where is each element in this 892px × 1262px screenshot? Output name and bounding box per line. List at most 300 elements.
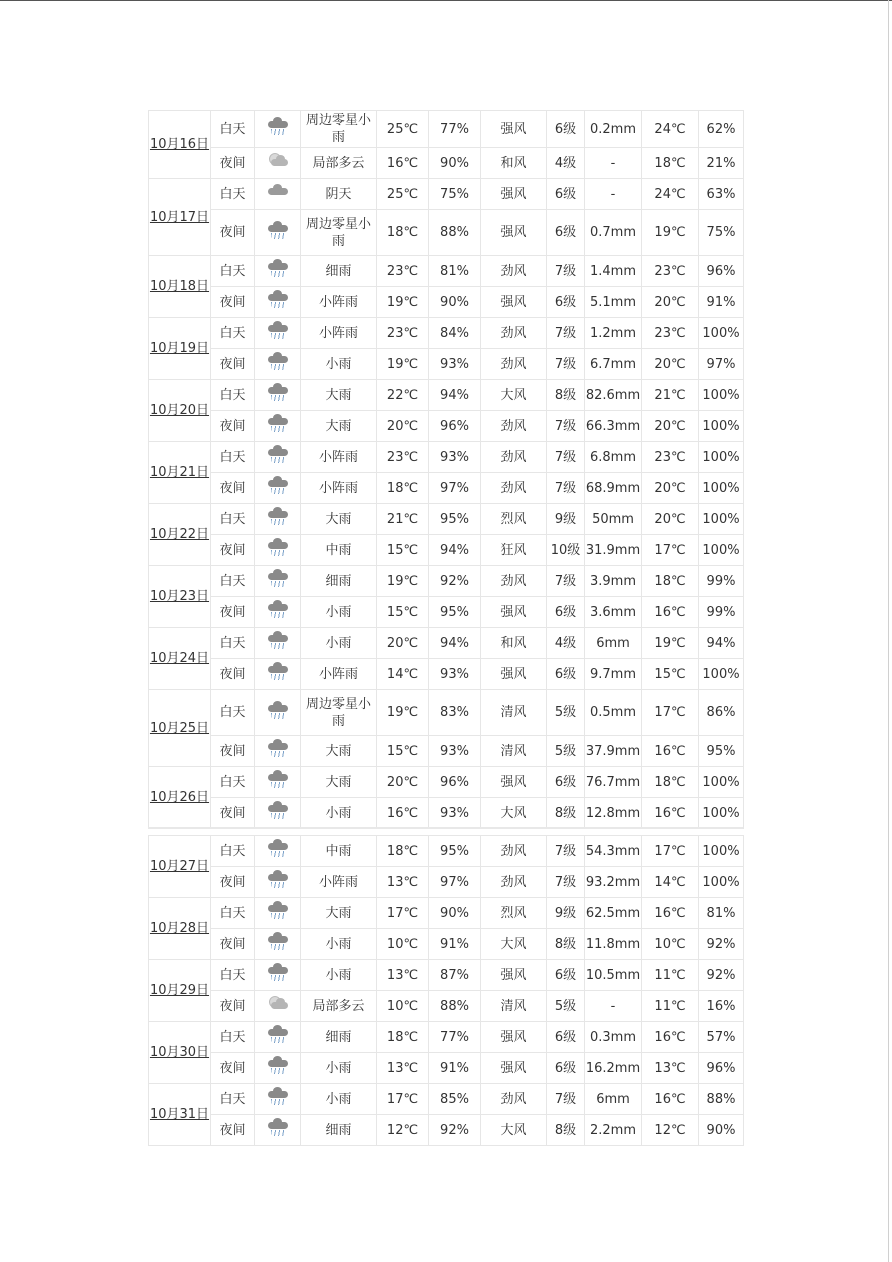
feels-like-cell: 17℃ — [642, 535, 699, 566]
wind-cell: 和风 — [481, 148, 547, 179]
temperature-cell: 18℃ — [377, 210, 429, 256]
humidity-cell: 90% — [429, 287, 481, 318]
weather-cell: 局部多云 — [301, 148, 377, 179]
wind-cell: 强风 — [481, 1053, 547, 1084]
period-cell: 夜间 — [211, 659, 255, 690]
wind-level-cell: 6级 — [547, 111, 585, 148]
temperature-cell: 22℃ — [377, 380, 429, 411]
rain-icon — [265, 702, 291, 720]
humidity-cell: 91% — [429, 1053, 481, 1084]
humidity-cell: 81% — [429, 256, 481, 287]
feels-like-cell: 20℃ — [642, 473, 699, 504]
feels-like-cell: 20℃ — [642, 504, 699, 535]
wind-level-cell: 6级 — [547, 597, 585, 628]
table-row — [149, 736, 744, 767]
wind-level-cell: 5级 — [547, 690, 585, 736]
period-cell: 夜间 — [211, 148, 255, 179]
weather-icon-cell — [255, 287, 301, 318]
precipitation-cell: 10.5mm — [585, 960, 642, 991]
weather-icon-cell — [255, 867, 301, 898]
weather-cell: 细雨 — [301, 1022, 377, 1053]
precipitation-cell: 12.8mm — [585, 798, 642, 829]
probability-cell: 100% — [699, 836, 744, 867]
rain-icon — [265, 632, 291, 650]
page-right-border — [888, 0, 889, 1262]
humidity-cell: 94% — [429, 628, 481, 659]
rain-icon — [265, 902, 291, 920]
probability-cell: 97% — [699, 349, 744, 380]
period-cell: 夜间 — [211, 929, 255, 960]
wind-cell: 强风 — [481, 287, 547, 318]
period-cell: 白天 — [211, 504, 255, 535]
humidity-cell: 93% — [429, 659, 481, 690]
wind-cell: 劲风 — [481, 836, 547, 867]
table-row — [149, 566, 744, 597]
weather-cell: 小雨 — [301, 1053, 377, 1084]
weather-icon-cell — [255, 597, 301, 628]
probability-cell: 91% — [699, 287, 744, 318]
rain-icon — [265, 601, 291, 619]
wind-cell: 清风 — [481, 991, 547, 1022]
date-cell: 10月28日 — [149, 898, 211, 960]
humidity-cell: 93% — [429, 798, 481, 829]
wind-level-cell: 7级 — [547, 349, 585, 380]
table-row — [149, 798, 744, 829]
feels-like-cell: 20℃ — [642, 287, 699, 318]
wind-cell: 劲风 — [481, 318, 547, 349]
temperature-cell: 10℃ — [377, 929, 429, 960]
humidity-cell: 93% — [429, 736, 481, 767]
wind-cell: 清风 — [481, 736, 547, 767]
precipitation-cell: 0.5mm — [585, 690, 642, 736]
wind-cell: 劲风 — [481, 442, 547, 473]
period-cell: 白天 — [211, 960, 255, 991]
date-cell: 10月18日 — [149, 256, 211, 318]
humidity-cell: 95% — [429, 504, 481, 535]
probability-cell: 99% — [699, 597, 744, 628]
table-row — [149, 287, 744, 318]
table-page-break — [148, 827, 743, 829]
date-cell: 10月21日 — [149, 442, 211, 504]
wind-cell: 和风 — [481, 628, 547, 659]
period-cell: 白天 — [211, 318, 255, 349]
table-row — [149, 960, 744, 991]
wind-level-cell: 8级 — [547, 1115, 585, 1146]
humidity-cell: 88% — [429, 210, 481, 256]
humidity-cell: 83% — [429, 690, 481, 736]
rain-icon — [265, 477, 291, 495]
probability-cell: 100% — [699, 380, 744, 411]
wind-level-cell: 4级 — [547, 148, 585, 179]
weather-cell: 周边零星小雨 — [301, 210, 377, 256]
humidity-cell: 93% — [429, 442, 481, 473]
weather-icon-cell — [255, 179, 301, 210]
wind-cell: 劲风 — [481, 867, 547, 898]
rain-icon — [265, 508, 291, 526]
weather-cell: 小雨 — [301, 929, 377, 960]
weather-cell: 周边零星小雨 — [301, 690, 377, 736]
period-cell: 白天 — [211, 690, 255, 736]
weather-cell: 大雨 — [301, 898, 377, 929]
feels-like-cell: 16℃ — [642, 1084, 699, 1115]
wind-level-cell: 9级 — [547, 898, 585, 929]
precipitation-cell: 1.4mm — [585, 256, 642, 287]
temperature-cell: 19℃ — [377, 690, 429, 736]
rain-icon — [265, 840, 291, 858]
wind-level-cell: 7级 — [547, 318, 585, 349]
weather-cell: 小雨 — [301, 597, 377, 628]
table-row — [149, 767, 744, 798]
weather-cell: 中雨 — [301, 535, 377, 566]
temperature-cell: 14℃ — [377, 659, 429, 690]
period-cell: 白天 — [211, 628, 255, 659]
precipitation-cell: 5.1mm — [585, 287, 642, 318]
feels-like-cell: 16℃ — [642, 798, 699, 829]
humidity-cell: 77% — [429, 111, 481, 148]
humidity-cell: 88% — [429, 991, 481, 1022]
precipitation-cell: 93.2mm — [585, 867, 642, 898]
date-cell: 10月30日 — [149, 1022, 211, 1084]
wind-cell: 劲风 — [481, 566, 547, 597]
weather-cell: 大雨 — [301, 504, 377, 535]
wind-cell: 强风 — [481, 111, 547, 148]
weather-icon-cell — [255, 1053, 301, 1084]
period-cell: 白天 — [211, 380, 255, 411]
wind-level-cell: 6级 — [547, 1053, 585, 1084]
wind-level-cell: 5级 — [547, 736, 585, 767]
period-cell: 夜间 — [211, 867, 255, 898]
humidity-cell: 75% — [429, 179, 481, 210]
wind-level-cell: 7级 — [547, 473, 585, 504]
humidity-cell: 95% — [429, 836, 481, 867]
precipitation-cell: 3.9mm — [585, 566, 642, 597]
temperature-cell: 19℃ — [377, 349, 429, 380]
date-cell: 10月25日 — [149, 690, 211, 767]
temperature-cell: 19℃ — [377, 566, 429, 597]
page-top-border — [0, 0, 892, 1]
weather-cell: 阴天 — [301, 179, 377, 210]
feels-like-cell: 16℃ — [642, 898, 699, 929]
probability-cell: 100% — [699, 318, 744, 349]
weather-icon-cell — [255, 898, 301, 929]
temperature-cell: 20℃ — [377, 411, 429, 442]
wind-level-cell: 4级 — [547, 628, 585, 659]
table-row — [149, 991, 744, 1022]
wind-cell: 大风 — [481, 1115, 547, 1146]
table-row — [149, 929, 744, 960]
wind-level-cell: 6级 — [547, 960, 585, 991]
table-row — [149, 836, 744, 867]
wind-cell: 劲风 — [481, 1084, 547, 1115]
temperature-cell: 17℃ — [377, 1084, 429, 1115]
partly-cloudy-icon — [265, 152, 291, 170]
wind-level-cell: 9级 — [547, 504, 585, 535]
table-row — [149, 504, 744, 535]
period-cell: 白天 — [211, 111, 255, 148]
weather-cell: 周边零星小雨 — [301, 111, 377, 148]
wind-level-cell: 6级 — [547, 1022, 585, 1053]
wind-cell: 清风 — [481, 690, 547, 736]
probability-cell: 96% — [699, 1053, 744, 1084]
wind-level-cell: 7级 — [547, 867, 585, 898]
probability-cell: 75% — [699, 210, 744, 256]
weather-icon-cell — [255, 566, 301, 597]
weather-cell: 小阵雨 — [301, 287, 377, 318]
temperature-cell: 16℃ — [377, 148, 429, 179]
rain-icon — [265, 570, 291, 588]
precipitation-cell: 54.3mm — [585, 836, 642, 867]
date-cell: 10月19日 — [149, 318, 211, 380]
feels-like-cell: 18℃ — [642, 148, 699, 179]
temperature-cell: 13℃ — [377, 1053, 429, 1084]
period-cell: 白天 — [211, 442, 255, 473]
temperature-cell: 10℃ — [377, 991, 429, 1022]
weather-cell: 大雨 — [301, 736, 377, 767]
temperature-cell: 12℃ — [377, 1115, 429, 1146]
weather-cell: 小雨 — [301, 1084, 377, 1115]
probability-cell: 90% — [699, 1115, 744, 1146]
rain-icon — [265, 446, 291, 464]
period-cell: 夜间 — [211, 349, 255, 380]
temperature-cell: 23℃ — [377, 442, 429, 473]
rain-icon — [265, 539, 291, 557]
humidity-cell: 85% — [429, 1084, 481, 1115]
feels-like-cell: 18℃ — [642, 566, 699, 597]
weather-icon-cell — [255, 659, 301, 690]
wind-cell: 强风 — [481, 179, 547, 210]
table-row — [149, 111, 744, 148]
temperature-cell: 18℃ — [377, 473, 429, 504]
temperature-cell: 13℃ — [377, 960, 429, 991]
temperature-cell: 16℃ — [377, 798, 429, 829]
weather-icon-cell — [255, 960, 301, 991]
table-row — [149, 318, 744, 349]
overcast-icon — [265, 183, 291, 201]
period-cell: 夜间 — [211, 736, 255, 767]
precipitation-cell: 62.5mm — [585, 898, 642, 929]
weather-icon-cell — [255, 411, 301, 442]
weather-cell: 大雨 — [301, 380, 377, 411]
weather-cell: 大雨 — [301, 411, 377, 442]
precipitation-cell: 68.9mm — [585, 473, 642, 504]
weather-icon-cell — [255, 318, 301, 349]
weather-icon-cell — [255, 767, 301, 798]
temperature-cell: 18℃ — [377, 836, 429, 867]
rain-icon — [265, 663, 291, 681]
temperature-cell: 13℃ — [377, 867, 429, 898]
wind-cell: 劲风 — [481, 473, 547, 504]
feels-like-cell: 10℃ — [642, 929, 699, 960]
probability-cell: 92% — [699, 929, 744, 960]
wind-cell: 强风 — [481, 767, 547, 798]
probability-cell: 81% — [699, 898, 744, 929]
rain-icon — [265, 322, 291, 340]
wind-level-cell: 5级 — [547, 991, 585, 1022]
precipitation-cell: 66.3mm — [585, 411, 642, 442]
rain-icon — [265, 1026, 291, 1044]
feels-like-cell: 12℃ — [642, 1115, 699, 1146]
precipitation-cell: - — [585, 991, 642, 1022]
feels-like-cell: 11℃ — [642, 960, 699, 991]
period-cell: 夜间 — [211, 1115, 255, 1146]
temperature-cell: 15℃ — [377, 597, 429, 628]
weather-icon-cell — [255, 929, 301, 960]
precipitation-cell: 3.6mm — [585, 597, 642, 628]
temperature-cell: 25℃ — [377, 179, 429, 210]
date-cell: 10月23日 — [149, 566, 211, 628]
feels-like-cell: 17℃ — [642, 690, 699, 736]
period-cell: 白天 — [211, 1084, 255, 1115]
wind-cell: 大风 — [481, 929, 547, 960]
table-row — [149, 210, 744, 256]
precipitation-cell: 0.2mm — [585, 111, 642, 148]
weather-cell: 小阵雨 — [301, 473, 377, 504]
rain-icon — [265, 1057, 291, 1075]
weather-icon-cell — [255, 148, 301, 179]
wind-level-cell: 7级 — [547, 1084, 585, 1115]
rain-icon — [265, 802, 291, 820]
feels-like-cell: 14℃ — [642, 867, 699, 898]
wind-cell: 强风 — [481, 210, 547, 256]
probability-cell: 96% — [699, 256, 744, 287]
feels-like-cell: 20℃ — [642, 411, 699, 442]
wind-level-cell: 7级 — [547, 256, 585, 287]
date-cell: 10月29日 — [149, 960, 211, 1022]
period-cell: 夜间 — [211, 597, 255, 628]
wind-level-cell: 8级 — [547, 929, 585, 960]
humidity-cell: 92% — [429, 566, 481, 597]
date-cell: 10月31日 — [149, 1084, 211, 1146]
temperature-cell: 25℃ — [377, 111, 429, 148]
table-row — [149, 148, 744, 179]
precipitation-cell: 16.2mm — [585, 1053, 642, 1084]
rain-icon — [265, 871, 291, 889]
weather-icon-cell — [255, 256, 301, 287]
wind-cell: 大风 — [481, 380, 547, 411]
feels-like-cell: 20℃ — [642, 349, 699, 380]
table-row — [149, 898, 744, 929]
weather-cell: 细雨 — [301, 256, 377, 287]
wind-level-cell: 7级 — [547, 411, 585, 442]
precipitation-cell: 9.7mm — [585, 659, 642, 690]
weather-icon-cell — [255, 473, 301, 504]
temperature-cell: 19℃ — [377, 287, 429, 318]
precipitation-cell: 6.8mm — [585, 442, 642, 473]
feels-like-cell: 13℃ — [642, 1053, 699, 1084]
weather-table-part-1 — [148, 110, 744, 829]
rain-icon — [265, 964, 291, 982]
weather-cell: 小雨 — [301, 349, 377, 380]
precipitation-cell: 11.8mm — [585, 929, 642, 960]
feels-like-cell: 21℃ — [642, 380, 699, 411]
weather-cell: 局部多云 — [301, 991, 377, 1022]
feels-like-cell: 24℃ — [642, 179, 699, 210]
rain-icon — [265, 1119, 291, 1137]
weather-icon-cell — [255, 1115, 301, 1146]
feels-like-cell: 23℃ — [642, 318, 699, 349]
table-row — [149, 690, 744, 736]
humidity-cell: 97% — [429, 867, 481, 898]
period-cell: 白天 — [211, 898, 255, 929]
wind-cell: 劲风 — [481, 411, 547, 442]
wind-level-cell: 6级 — [547, 210, 585, 256]
precipitation-cell: 76.7mm — [585, 767, 642, 798]
probability-cell: 92% — [699, 960, 744, 991]
probability-cell: 88% — [699, 1084, 744, 1115]
humidity-cell: 90% — [429, 148, 481, 179]
period-cell: 白天 — [211, 566, 255, 597]
weather-table-part-2 — [148, 835, 744, 1146]
period-cell: 白天 — [211, 767, 255, 798]
weather-cell: 小阵雨 — [301, 318, 377, 349]
weather-icon-cell — [255, 991, 301, 1022]
probability-cell: 62% — [699, 111, 744, 148]
weather-icon-cell — [255, 111, 301, 148]
wind-cell: 强风 — [481, 1022, 547, 1053]
date-cell: 10月26日 — [149, 767, 211, 829]
temperature-cell: 15℃ — [377, 736, 429, 767]
feels-like-cell: 24℃ — [642, 111, 699, 148]
feels-like-cell: 19℃ — [642, 628, 699, 659]
wind-cell: 强风 — [481, 659, 547, 690]
weather-icon-cell — [255, 380, 301, 411]
period-cell: 夜间 — [211, 991, 255, 1022]
temperature-cell: 23℃ — [377, 256, 429, 287]
probability-cell: 94% — [699, 628, 744, 659]
period-cell: 夜间 — [211, 535, 255, 566]
probability-cell: 63% — [699, 179, 744, 210]
wind-level-cell: 6级 — [547, 659, 585, 690]
temperature-cell: 17℃ — [377, 898, 429, 929]
weather-cell: 大雨 — [301, 767, 377, 798]
precipitation-cell: 50mm — [585, 504, 642, 535]
feels-like-cell: 18℃ — [642, 767, 699, 798]
humidity-cell: 92% — [429, 1115, 481, 1146]
humidity-cell: 90% — [429, 898, 481, 929]
table-row — [149, 411, 744, 442]
probability-cell: 100% — [699, 659, 744, 690]
probability-cell: 16% — [699, 991, 744, 1022]
probability-cell: 100% — [699, 767, 744, 798]
precipitation-cell: 6mm — [585, 1084, 642, 1115]
weather-icon-cell — [255, 628, 301, 659]
rain-icon — [265, 415, 291, 433]
table-row — [149, 473, 744, 504]
humidity-cell: 91% — [429, 929, 481, 960]
feels-like-cell: 16℃ — [642, 736, 699, 767]
wind-cell: 强风 — [481, 597, 547, 628]
wind-level-cell: 7级 — [547, 566, 585, 597]
period-cell: 夜间 — [211, 798, 255, 829]
rain-icon — [265, 291, 291, 309]
period-cell: 夜间 — [211, 473, 255, 504]
probability-cell: 100% — [699, 473, 744, 504]
probability-cell: 95% — [699, 736, 744, 767]
rain-icon — [265, 118, 291, 136]
probability-cell: 57% — [699, 1022, 744, 1053]
temperature-cell: 15℃ — [377, 535, 429, 566]
table-row — [149, 380, 744, 411]
precipitation-cell: 0.3mm — [585, 1022, 642, 1053]
wind-level-cell: 6级 — [547, 767, 585, 798]
precipitation-cell: 1.2mm — [585, 318, 642, 349]
date-cell: 10月24日 — [149, 628, 211, 690]
wind-cell: 狂风 — [481, 535, 547, 566]
weather-cell: 小雨 — [301, 798, 377, 829]
wind-cell: 烈风 — [481, 504, 547, 535]
precipitation-cell: 0.7mm — [585, 210, 642, 256]
period-cell: 夜间 — [211, 1053, 255, 1084]
